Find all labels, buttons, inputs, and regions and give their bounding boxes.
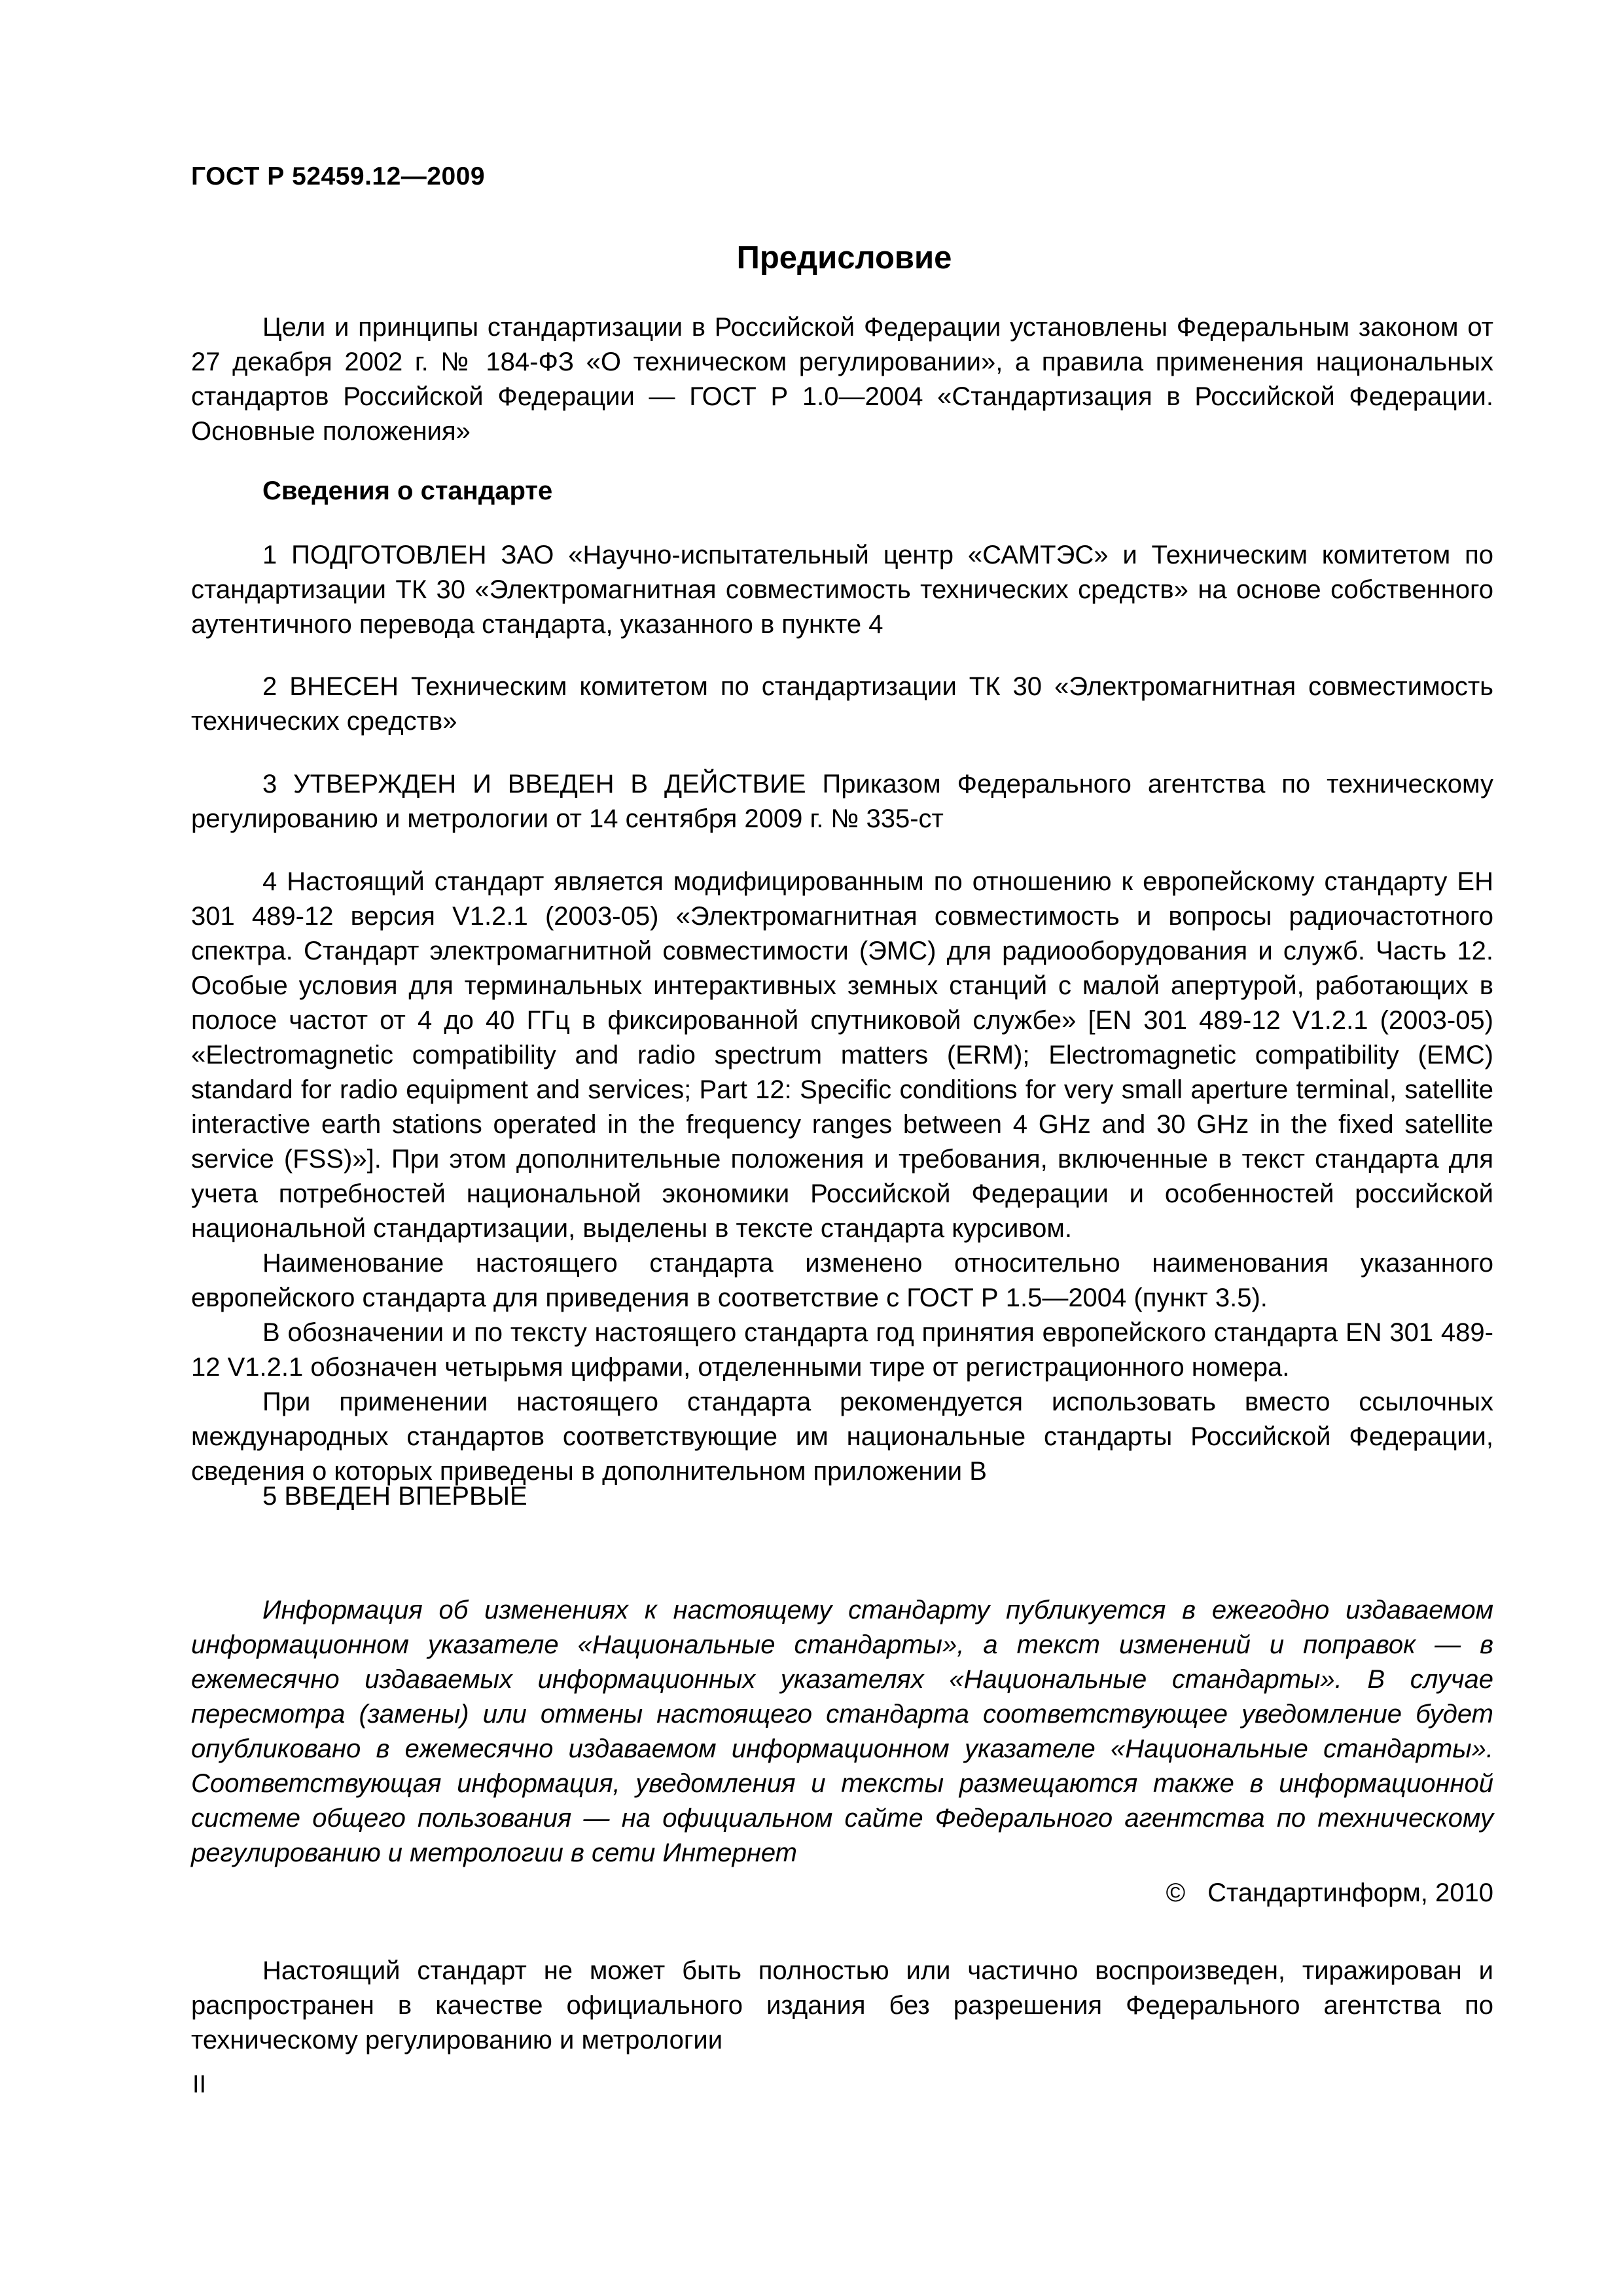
item-2-section <box>191 670 1493 739</box>
about-standard-heading: Сведения о стандарте <box>262 476 553 505</box>
page-number: II <box>192 2071 207 2098</box>
item-1-section <box>191 538 1493 642</box>
copyright-icon: © <box>1166 1878 1186 1907</box>
item-4-paragraph-name-change: Наименование настоящего стандарта изменено относительно наименования указанного европейского стандарта для приведения в соответствие с ГОСТ Р 1.5—2004 (пункт 3.5). <box>191 1249 1493 1312</box>
page-title: Предисловие <box>736 240 952 276</box>
item-5-paragraph: 5 ВВЕДЕН ВПЕРВЫЕ <box>262 1482 527 1511</box>
item-2-paragraph: 2 ВНЕСЕН Техническим комитетом по стандартизации ТК 30 «Электромагнитная совместимость технических средств» <box>191 672 1493 736</box>
intro-paragraph: Цели и принципы стандартизации в Российской Федерации установлены Федеральным законом от 27 декабря 2002 г. № 184-ФЗ «О техническом регулировании», а правила применения национальных стандартов Российской Федерации — ГОСТ Р 1.0—2004 «Стандартизация в Российской Федерации. Основные положения» <box>191 313 1493 446</box>
intro-section <box>191 310 1493 449</box>
copyright-text: Стандартинформ, 2010 <box>1207 1878 1493 1907</box>
reproduction-notice-paragraph: Настоящий стандарт не может быть полностью или частично воспроизведен, тиражирован и распространен в качестве официального издания без разрешения Федерального агентства по техническому регулированию и метрологии <box>191 1956 1493 2054</box>
copyright-line <box>1166 1878 1493 1908</box>
document-code: ГОСТ Р 52459.12—2009 <box>191 162 486 190</box>
item-4-paragraph-designation: В обозначении и по тексту настоящего стандарта год принятия европейского стандарта EN 301 489-12 V1.2.1 обозначен четырьмя цифрами, отделенными тире от регистрационного номера. <box>191 1318 1493 1382</box>
change-notice-section <box>191 1593 1493 1871</box>
item-4-paragraph-main: 4 Настоящий стандарт является модифицированным по отношению к европейскому стандарту ЕН 301 489-12 версия V1.2.1 (2003-05) «Электромагнитная совместимость и вопросы радиочастотного спектра. Стандарт электромагнитной совместимости (ЭМС) для радиооборудования и служб. Часть 12. Особые условия для терминальных интерактивных земных станций с малой апертурой, работающих в полосе частот от 4 до 40 ГГц в фиксированной спутниковой службе» [EN 301 489-12 V1.2.1 (2003-05) «Electromagnetic compatibility and radio spectrum matters (ERM); Electromagnetic compatibility (EMC) standard for radio equipment and services; Part 12: Specific conditions for very small aperture terminal, satellite interactive earth stations operated in the frequency ranges between 4 GHz and 30 GHz in the fixed satellite service (FSS)»]. При этом дополнительные положения и требования, включенные в текст стандарта для учета потребностей национальной экономики Российской Федерации и особенностей российской национальной стандартизации, выделены в тексте стандарта курсивом. <box>191 867 1493 1243</box>
item-4-section <box>191 865 1493 1489</box>
item-3-paragraph: 3 УТВЕРЖДЕН И ВВЕДЕН В ДЕЙСТВИЕ Приказом Федерального агентства по техническому регулированию и метрологии от 14 сентября 2009 г. № 335-ст <box>191 770 1493 833</box>
item-3-section <box>191 767 1493 836</box>
item-5-section <box>191 1479 1493 1514</box>
change-notice-paragraph: Информация об изменениях к настоящему стандарту публикуется в ежегодно издаваемом информационном указателе «Национальные стандарты», а текст изменений и поправок — в ежемесячно издаваемых информационных указателях «Национальные стандарты». В случае пересмотра (замены) или отмены настоящего стандарта соответствующее уведомление будет опубликовано в ежемесячно издаваемом информационном указателе «Национальные стандарты». Соответствующая информация, уведомления и тексты размещаются также в информационной системе общего пользования — на официальном сайте Федерального агентства по техническому регулированию и метрологии в сети Интернет <box>191 1596 1493 1867</box>
item-4-paragraph-references: При применении настоящего стандарта рекомендуется использовать вместо ссылочных международных стандартов соответствующие им национальные стандарты Российской Федерации, сведения о которых приведены в дополнительном приложении В <box>191 1388 1493 1486</box>
reproduction-notice-section <box>191 1954 1493 2058</box>
item-1-paragraph: 1 ПОДГОТОВЛЕН ЗАО «Научно-испытательный центр «САМТЭС» и Техническим комитетом по стандартизации ТК 30 «Электромагнитная совместимость технических средств» на основе собственного аутентичного перевода стандарта, указанного в пункте 4 <box>191 541 1493 639</box>
